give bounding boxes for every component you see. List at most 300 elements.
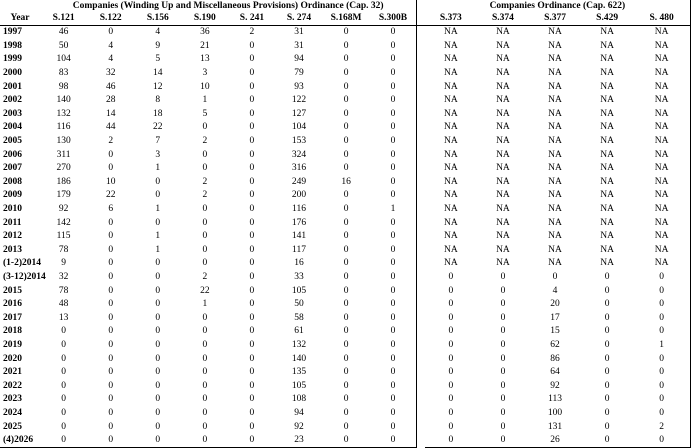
cap622-value-cell: 0 (633, 434, 690, 448)
cap32-value-cell: 186 (56, 176, 71, 187)
cap32-value-cell: 0 (202, 204, 208, 215)
cap32-value-cell: 0 (343, 299, 349, 310)
cap32-value-cell: 316 (291, 163, 307, 174)
year-cell: 2006 (3, 149, 22, 160)
group-separator (417, 393, 425, 407)
cap622-value-cell: NA (496, 258, 510, 269)
year-cell: 2008 (3, 176, 22, 187)
table-row (0, 325, 691, 339)
cap622-value-cell: 64 (550, 367, 560, 378)
cap32-value-cell: 16 (294, 258, 304, 269)
cap32-value-cell: 0 (249, 163, 255, 174)
cap32-value-cell: 0 (108, 421, 114, 432)
cap32-section-header: S.300B (370, 12, 417, 26)
group-separator (417, 40, 425, 54)
cap32-value-cell: 0 (249, 108, 255, 119)
cap32-section-header: S. 274 (275, 12, 322, 26)
group-separator (417, 420, 425, 434)
cap32-value-cell: 0 (87, 434, 134, 448)
year-cell: (3-12)2014 (3, 271, 46, 282)
cap622-value-cell: NA (548, 217, 562, 228)
cap32-value-cell: 0 (249, 40, 255, 51)
cap32-value-cell: 0 (155, 217, 161, 228)
group-separator (417, 407, 425, 421)
cap622-value-cell: NA (633, 108, 690, 122)
year-column-header: Year (0, 12, 40, 26)
cap32-section-header: S.190 (181, 12, 228, 26)
cap32-value-cell: 0 (343, 190, 349, 201)
cap32-value-cell: 127 (291, 108, 307, 119)
table-row (0, 407, 691, 421)
cap32-value-cell: 0 (61, 326, 66, 337)
cap32-value-cell: 0 (343, 394, 349, 405)
cap622-value-cell: NA (600, 68, 614, 79)
table-row (0, 420, 691, 434)
cap32-value-cell: 0 (202, 326, 208, 337)
cap622-value-cell: NA (548, 231, 562, 242)
cap622-value-cell: 0 (448, 367, 454, 378)
cap622-value-cell: NA (633, 53, 690, 67)
cap32-value-cell: 0 (370, 366, 417, 380)
cap32-value-cell: 0 (202, 407, 208, 418)
table-row (0, 108, 691, 122)
cap622-value-cell: 0 (500, 285, 506, 296)
cap32-value-cell: 0 (249, 81, 255, 92)
cap32-value-cell: 0 (155, 271, 161, 282)
cap622-value-cell: NA (496, 231, 510, 242)
cap32-value-cell: 122 (291, 95, 307, 106)
group-separator (417, 257, 425, 271)
cap32-value-cell: 0 (343, 407, 349, 418)
cap622-value-cell: 15 (550, 326, 560, 337)
cap622-value-cell: NA (633, 203, 690, 217)
cap32-value-cell: 16 (341, 176, 351, 187)
cap622-value-cell: 0 (500, 407, 506, 418)
cap622-value-cell: NA (443, 122, 458, 133)
cap32-section-header: S.122 (87, 12, 134, 26)
group-separator (417, 284, 425, 298)
cap622-value-cell: NA (548, 244, 562, 255)
cap32-value-cell: 0 (228, 434, 275, 448)
cap622-value-cell: NA (600, 122, 614, 133)
cap32-value-cell: 130 (56, 136, 71, 147)
cap622-value-cell: NA (548, 190, 562, 201)
cap622-value-cell: NA (548, 136, 562, 147)
cap622-value-cell: NA (633, 162, 690, 176)
cap622-value-cell: 0 (500, 353, 506, 364)
cap32-value-cell: 13 (58, 312, 69, 323)
cap32-value-cell: 0 (61, 353, 66, 364)
cap32-value-cell: 0 (202, 312, 208, 323)
cap622-value-cell: NA (548, 258, 562, 269)
cap32-value-cell: 0 (343, 244, 349, 255)
cap32-value-cell: 0 (155, 407, 161, 418)
cap622-value-cell: NA (633, 176, 690, 190)
cap622-value-cell: NA (443, 217, 458, 228)
table-row (0, 230, 691, 244)
cap32-value-cell: 141 (291, 231, 307, 242)
group-separator (417, 148, 425, 162)
cap32-value-cell: 46 (105, 81, 116, 92)
cap622-value-cell: 0 (604, 299, 610, 310)
cap622-value-cell: 0 (500, 299, 506, 310)
cap32-value-cell: 0 (370, 108, 417, 122)
cap622-value-cell: 92 (550, 380, 560, 391)
cap32-value-cell: 0 (370, 216, 417, 230)
cap622-group-header: Companies Ordinance (Cap. 622) (425, 0, 691, 12)
cap32-value-cell: 0 (108, 231, 114, 242)
year-cell: 2007 (3, 163, 22, 174)
cap32-value-cell: 0 (108, 271, 114, 282)
cap32-value-cell: 0 (370, 298, 417, 312)
cap32-value-cell: 0 (249, 339, 255, 350)
cap622-value-cell: NA (443, 27, 458, 38)
cap622-value-cell: NA (633, 40, 690, 54)
cap32-value-cell: 0 (370, 420, 417, 434)
group-separator (417, 135, 425, 149)
cap622-value-cell: 0 (500, 271, 506, 282)
cap32-value-cell: 0 (202, 339, 208, 350)
year-cell: 2013 (3, 244, 22, 255)
cap32-value-cell: 0 (249, 258, 255, 269)
cap32-value-cell: 0 (202, 421, 208, 432)
cap32-value-cell: 0 (155, 380, 161, 391)
cap622-value-cell: NA (600, 258, 614, 269)
cap32-value-cell: 46 (58, 27, 69, 38)
cap32-value-cell: 0 (370, 189, 417, 203)
cap32-value-cell: 0 (155, 285, 161, 296)
cap32-value-cell: 4 (108, 40, 114, 51)
cap32-value-cell: 1 (370, 203, 417, 217)
group-separator (417, 53, 425, 67)
cap622-value-cell: 0 (633, 325, 690, 339)
cap622-value-cell: NA (496, 108, 510, 119)
cap32-value-cell: 9 (61, 258, 66, 269)
cap32-value-cell: 0 (108, 217, 114, 228)
cap622-value-cell: 0 (500, 312, 506, 323)
table-row (0, 339, 691, 353)
cap622-value-cell: NA (548, 176, 562, 187)
cap32-value-cell: 61 (294, 326, 304, 337)
cap32-value-cell: 83 (58, 68, 69, 79)
cap32-value-cell: 0 (249, 176, 255, 187)
cap622-value-cell: NA (496, 95, 510, 106)
cap32-value-cell: 0 (155, 367, 161, 378)
cap32-value-cell: 0 (108, 394, 114, 405)
cap622-value-cell: NA (496, 81, 510, 92)
cap32-value-cell: 28 (105, 95, 116, 106)
cap622-value-cell: NA (633, 80, 690, 94)
cap32-value-cell: 0 (343, 231, 349, 242)
cap32-value-cell: 0 (202, 122, 208, 133)
cap32-value-cell: 58 (294, 312, 304, 323)
cap622-value-cell: NA (600, 217, 614, 228)
cap622-value-cell: NA (633, 121, 690, 135)
cap622-value-cell: 0 (500, 394, 506, 405)
cap32-value-cell: 0 (370, 162, 417, 176)
cap622-value-cell: 0 (604, 326, 610, 337)
cap32-value-cell: 132 (56, 108, 71, 119)
cap32-value-cell: 0 (155, 190, 161, 201)
cap32-value-cell: 0 (202, 367, 208, 378)
cap32-value-cell: 13 (200, 54, 210, 65)
cap622-value-cell: 131 (547, 421, 563, 432)
cap32-value-cell: 115 (56, 231, 71, 242)
cap32-value-cell: 0 (343, 380, 349, 391)
cap32-value-cell: 0 (181, 434, 228, 448)
year-cell: 2018 (3, 326, 22, 337)
group-separator (417, 311, 425, 325)
cap622-value-cell: 17 (550, 312, 560, 323)
table-row (0, 379, 691, 393)
cap32-value-cell: 0 (343, 271, 349, 282)
cap622-value-cell: NA (496, 149, 510, 160)
cap32-value-cell: 0 (249, 421, 255, 432)
cap32-value-cell: 0 (370, 40, 417, 54)
cap32-value-cell: 3 (202, 68, 208, 79)
cap32-value-cell: 0 (61, 380, 66, 391)
cap622-value-cell: 0 (604, 394, 610, 405)
year-cell: 2021 (3, 367, 22, 378)
cap32-value-cell: 0 (370, 53, 417, 67)
cap622-value-cell: NA (548, 95, 562, 106)
cap622-value-cell: 0 (604, 285, 610, 296)
group-separator (417, 298, 425, 312)
cap32-value-cell: 0 (343, 163, 349, 174)
cap32-value-cell: 0 (343, 136, 349, 147)
cap32-value-cell: 0 (370, 244, 417, 258)
table-row (0, 434, 691, 448)
table-row (0, 148, 691, 162)
cap622-value-cell: NA (600, 176, 614, 187)
cap32-value-cell: 44 (105, 122, 116, 133)
table-row (0, 67, 691, 81)
group-separator (417, 0, 425, 12)
year-cell: 2017 (3, 312, 22, 323)
cap32-value-cell: 1 (202, 299, 208, 310)
cap622-value-cell: NA (443, 258, 458, 269)
cap32-value-cell: 200 (291, 190, 307, 201)
cap622-value-cell: 0 (448, 380, 454, 391)
cap622-value-cell: 0 (633, 311, 690, 325)
cap32-value-cell: 0 (249, 217, 255, 228)
group-header-row (0, 0, 691, 12)
cap32-value-cell: 0 (155, 421, 161, 432)
cap32-value-cell: 0 (202, 394, 208, 405)
cap622-value-cell: NA (443, 68, 458, 79)
cap622-value-cell: NA (548, 68, 562, 79)
year-cell: 2020 (3, 353, 22, 364)
table-row (0, 135, 691, 149)
cap32-value-cell: 0 (343, 312, 349, 323)
cap32-value-cell: 0 (155, 339, 161, 350)
cap32-value-cell: 0 (155, 176, 161, 187)
cap622-value-cell: 0 (448, 353, 454, 364)
cap32-value-cell: 116 (292, 204, 306, 215)
cap32-value-cell: 36 (200, 27, 210, 38)
cap32-value-cell: 0 (249, 271, 255, 282)
cap32-value-cell: 0 (108, 407, 114, 418)
cap622-value-cell: NA (600, 149, 614, 160)
cap622-section-header: S.429 (581, 12, 633, 26)
cap32-value-cell: 14 (153, 68, 163, 79)
cap32-value-cell: 0 (61, 421, 66, 432)
cap622-value-cell: NA (496, 190, 510, 201)
cap622-value-cell: NA (633, 148, 690, 162)
cap32-value-cell: 93 (294, 81, 304, 92)
cap32-value-cell: 32 (105, 68, 116, 79)
cap32-value-cell: 0 (108, 163, 114, 174)
table-row (0, 94, 691, 108)
cap32-value-cell: 0 (323, 434, 370, 448)
group-separator (417, 216, 425, 230)
cap32-value-cell: 4 (155, 27, 161, 38)
cap32-value-cell: 98 (58, 81, 69, 92)
cap622-value-cell: NA (633, 189, 690, 203)
cap32-value-cell: 324 (291, 149, 307, 160)
cap32-value-cell: 0 (249, 68, 255, 79)
cap32-value-cell: 0 (343, 204, 349, 215)
cap32-value-cell: 0 (108, 380, 114, 391)
cap622-value-cell: NA (548, 27, 562, 38)
cap32-value-cell: 105 (291, 380, 307, 391)
year-cell: 2012 (3, 231, 22, 242)
cap32-value-cell: 0 (249, 204, 255, 215)
cap32-value-cell: 6 (108, 204, 114, 215)
cap32-value-cell: 0 (370, 230, 417, 244)
cap622-value-cell: NA (548, 163, 562, 174)
cap32-value-cell: 0 (249, 353, 255, 364)
cap32-value-cell: 48 (58, 299, 69, 310)
table-row (0, 216, 691, 230)
cap32-value-cell: 18 (153, 108, 163, 119)
cap32-section-header: S.168M (323, 12, 370, 26)
cap32-value-cell: 0 (370, 176, 417, 190)
cap32-value-cell: 0 (155, 394, 161, 405)
cap622-value-cell: 4 (552, 285, 558, 296)
year-cell: 2003 (3, 108, 22, 119)
cap32-value-cell: 2 (202, 271, 208, 282)
cap32-value-cell: 0 (370, 271, 417, 285)
cap32-value-cell: 2 (108, 136, 114, 147)
cap32-value-cell: 1 (155, 244, 161, 255)
cap32-value-cell: 0 (108, 326, 114, 337)
cap32-value-cell: 78 (58, 244, 69, 255)
cap32-value-cell: 0 (343, 149, 349, 160)
group-separator (417, 12, 425, 26)
cap32-value-cell: 0 (61, 367, 66, 378)
group-separator (417, 244, 425, 258)
year-cell: 2024 (3, 407, 22, 418)
cap32-value-cell: 23 (275, 434, 322, 448)
cap32-value-cell: 0 (155, 326, 161, 337)
cap32-value-cell: 0 (370, 80, 417, 94)
cap622-value-cell: NA (633, 230, 690, 244)
cap32-value-cell: 0 (61, 407, 66, 418)
table-row (0, 176, 691, 190)
cap622-value-cell: 0 (448, 326, 454, 337)
cap622-value-cell: 0 (633, 407, 690, 421)
cap32-value-cell: 5 (202, 108, 208, 119)
cap32-value-cell: 0 (370, 257, 417, 271)
cap622-value-cell: NA (600, 244, 614, 255)
cap622-value-cell: NA (496, 40, 510, 51)
cap32-value-cell: 0 (370, 352, 417, 366)
cap32-value-cell: 22 (153, 122, 163, 133)
cap622-value-cell: 0 (500, 326, 506, 337)
year-cell: 2015 (3, 285, 22, 296)
cap622-value-cell: NA (600, 163, 614, 174)
cap622-section-header: S. 480 (633, 12, 690, 26)
table-body (0, 26, 691, 448)
cap622-value-cell: 26 (529, 434, 581, 448)
year-cell: 2000 (3, 68, 22, 79)
cap622-value-cell: NA (600, 190, 614, 201)
cap32-value-cell: 0 (61, 339, 66, 350)
cap32-value-cell: 104 (56, 54, 71, 65)
cap622-value-cell: NA (496, 176, 510, 187)
cap622-value-cell: 0 (633, 366, 690, 380)
year-cell: (1-2)2014 (3, 258, 41, 269)
cap622-value-cell: NA (633, 216, 690, 230)
cap622-value-cell: NA (496, 217, 510, 228)
cap622-value-cell: NA (496, 122, 510, 133)
cap32-value-cell: 0 (61, 394, 66, 405)
cap622-value-cell: NA (443, 95, 458, 106)
cap32-value-cell: 0 (108, 339, 114, 350)
cap32-value-cell: 176 (291, 217, 307, 228)
table-row (0, 257, 691, 271)
cap622-value-cell: 0 (552, 271, 558, 282)
cap32-value-cell: 0 (343, 40, 349, 51)
cap32-value-cell: 9 (155, 40, 161, 51)
cap622-value-cell: NA (443, 176, 458, 187)
cap622-value-cell: 0 (500, 367, 506, 378)
cap622-value-cell: 20 (550, 299, 560, 310)
cap32-value-cell: 0 (155, 353, 161, 364)
cap622-value-cell: NA (548, 122, 562, 133)
cap622-section-header: S.377 (529, 12, 581, 26)
cap32-value-cell: 0 (202, 380, 208, 391)
cap32-value-cell: 0 (249, 149, 255, 160)
cap622-value-cell: NA (443, 149, 458, 160)
group-separator (417, 352, 425, 366)
cap32-value-cell: 8 (155, 95, 161, 106)
cap622-value-cell: 100 (547, 407, 563, 418)
cap32-value-cell: 0 (343, 258, 349, 269)
cap32-value-cell: 140 (291, 353, 307, 364)
cap622-value-cell: 0 (448, 299, 454, 310)
cap32-value-cell: 10 (200, 81, 210, 92)
cap32-value-cell: 108 (291, 394, 307, 405)
cap622-value-cell: NA (496, 136, 510, 147)
group-separator (417, 67, 425, 81)
cap622-value-cell: NA (633, 244, 690, 258)
cap622-value-cell: NA (600, 81, 614, 92)
cap32-value-cell: 142 (56, 217, 71, 228)
year-header-blank (0, 0, 40, 12)
cap32-value-cell: 0 (108, 258, 114, 269)
cap32-value-cell: 0 (343, 339, 349, 350)
table-row (0, 80, 691, 94)
cap32-value-cell: 0 (343, 421, 349, 432)
cap622-value-cell: NA (600, 95, 614, 106)
cap32-value-cell: 7 (155, 136, 161, 147)
cap32-value-cell: 0 (343, 353, 349, 364)
cap622-value-cell: 0 (448, 394, 454, 405)
cap32-value-cell: 0 (249, 367, 255, 378)
cap622-value-cell: NA (600, 27, 614, 38)
